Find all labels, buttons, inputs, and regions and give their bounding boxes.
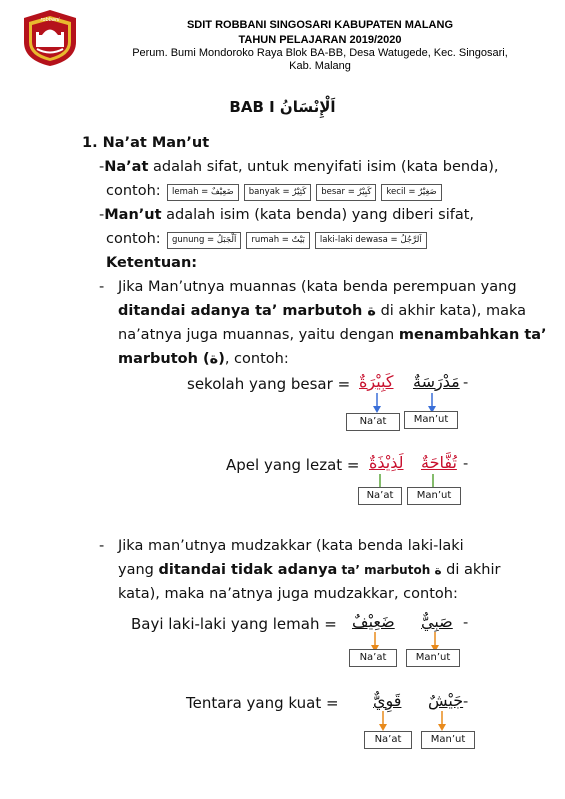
rule2-dash: - <box>99 538 105 554</box>
example-naat-arabic: كَبِيْرَةٌ <box>359 372 394 391</box>
example-dash: - <box>463 375 469 391</box>
example-naat-arabic: لَذِيْذَةٌ <box>369 453 404 472</box>
manut-label: Man’ut <box>407 487 461 505</box>
example-latin: Bayi laki-laki yang lemah = <box>131 615 337 633</box>
naat-example-box: besar = كَبِيْرٌ <box>316 184 376 201</box>
manut-term: Man’ut <box>104 207 162 223</box>
example-naat-arabic: ضَعِيْفٌ <box>352 612 395 631</box>
rule1-l2-rest: di akhir kata), maka <box>375 303 527 319</box>
school-name: SDIT ROBBANI SINGOSARI KABUPATEN MALANG <box>186 19 454 31</box>
rule2-l2-bold: ditandai tidak adanya <box>158 562 338 578</box>
rule1-line4 <box>118 351 289 367</box>
address-line-2: Kab. Malang <box>289 60 351 72</box>
naat-def-text: adalah sifat, untuk menyifati isim (kata benda), <box>148 159 499 175</box>
rule2-line2 <box>118 562 500 578</box>
school-address <box>110 47 530 73</box>
naat-contoh-label: contoh: <box>106 183 161 199</box>
rule1-l4-text: , contoh: <box>224 351 289 367</box>
example-dash: - <box>463 456 469 472</box>
rule1-line2 <box>118 303 526 319</box>
manut-example-box: rumah = بَيْتٌ <box>246 232 310 249</box>
example-manut-arabic: صَبِيٌّ <box>421 612 453 631</box>
address-line-1: Perum. Bumi Mondoroko Raya Blok BA-BB, Desa Watugede, Kec. Singosari, <box>132 47 508 59</box>
example-dash: - <box>463 615 469 631</box>
rule1-dash: - <box>99 279 105 295</box>
naat-dash: - <box>99 159 105 175</box>
naat-arrow <box>378 711 388 733</box>
example-manut-arabic: تُفَّاحَةٌ <box>421 453 457 472</box>
manut-label: Man’ut <box>404 411 458 429</box>
manut-def-text: adalah isim (kata benda) yang diberi sifat, <box>161 207 475 223</box>
naat-example-box: lemah = ضَعِيْفٌ <box>167 184 239 201</box>
ketentuan-heading: Ketentuan: <box>106 255 198 271</box>
naat-example-box: kecil = صَغِيْرٌ <box>381 184 441 201</box>
chapter-arabic: اَلْإِنْسَانُ <box>279 98 336 116</box>
manut-dash: - <box>99 207 105 223</box>
manut-label: Man’ut <box>421 731 475 749</box>
naat-label: Na’at <box>349 649 397 667</box>
example-latin: sekolah yang besar = <box>187 375 351 393</box>
naat-example-box: banyak = كَثِيْرٌ <box>244 184 312 201</box>
naat-label: Na’at <box>346 413 400 431</box>
rule2-line3: kata), maka na’atnya juga mudzakkar, contoh: <box>118 586 458 602</box>
chapter-title <box>0 98 565 116</box>
school-year: TAHUN PELAJARAN 2019/2020 <box>238 34 402 46</box>
example-latin: Apel yang lezat = <box>226 456 360 474</box>
manut-examples <box>167 232 427 249</box>
manut-example-box: laki-laki dewasa = اَلرَّجُلُ <box>315 232 427 249</box>
naat-term: Na’at <box>104 159 149 175</box>
example-manut-arabic: مَدْرَسَةٌ <box>413 372 460 391</box>
example-latin: Tentara yang kuat = <box>186 694 339 712</box>
school-logo <box>20 8 80 68</box>
section-heading: 1. Na’at Man’ut <box>82 135 210 151</box>
rule1-line3 <box>118 327 547 343</box>
example-naat-arabic: قَوِيٌّ <box>373 691 402 710</box>
chapter-latin: BAB I <box>229 98 275 116</box>
rule2-l2-end: di akhir <box>441 562 501 578</box>
naat-label: Na’at <box>364 731 412 749</box>
naat-arrow <box>372 393 382 415</box>
manut-definition <box>99 207 474 223</box>
manut-arrow <box>437 711 447 733</box>
rule1-l4-bold: marbutoh (ة) <box>118 351 225 367</box>
naat-label: Na’at <box>358 487 402 505</box>
rule1-l3-bold: menambahkan ta’ <box>398 327 547 343</box>
manut-contoh-label: contoh: <box>106 231 161 247</box>
rule1-l2-bold: ditandai adanya ta’ marbutoh ة <box>118 303 376 319</box>
example-dash: - <box>463 694 469 710</box>
example-manut-arabic: جَيْشٌ <box>428 691 464 710</box>
manut-example-box: gunung = اَلْجَبَلُ <box>167 232 241 249</box>
rule1-line1: Jika Man’utnya muannas (kata benda perempuan yang <box>118 279 517 295</box>
naat-definition <box>99 159 498 175</box>
logo-text: robbani <box>40 17 60 23</box>
naat-examples <box>167 184 442 201</box>
rule2-l2-text: yang <box>118 562 159 578</box>
rule2-l2-marbutoh: ta’ marbutoh ة <box>337 563 442 577</box>
manut-label: Man’ut <box>406 649 460 667</box>
rule2-line1: Jika man’utnya mudzakkar (kata benda laki-laki <box>118 538 464 554</box>
rule1-l3-text: na’atnya juga muannas, yaitu dengan <box>118 327 399 343</box>
